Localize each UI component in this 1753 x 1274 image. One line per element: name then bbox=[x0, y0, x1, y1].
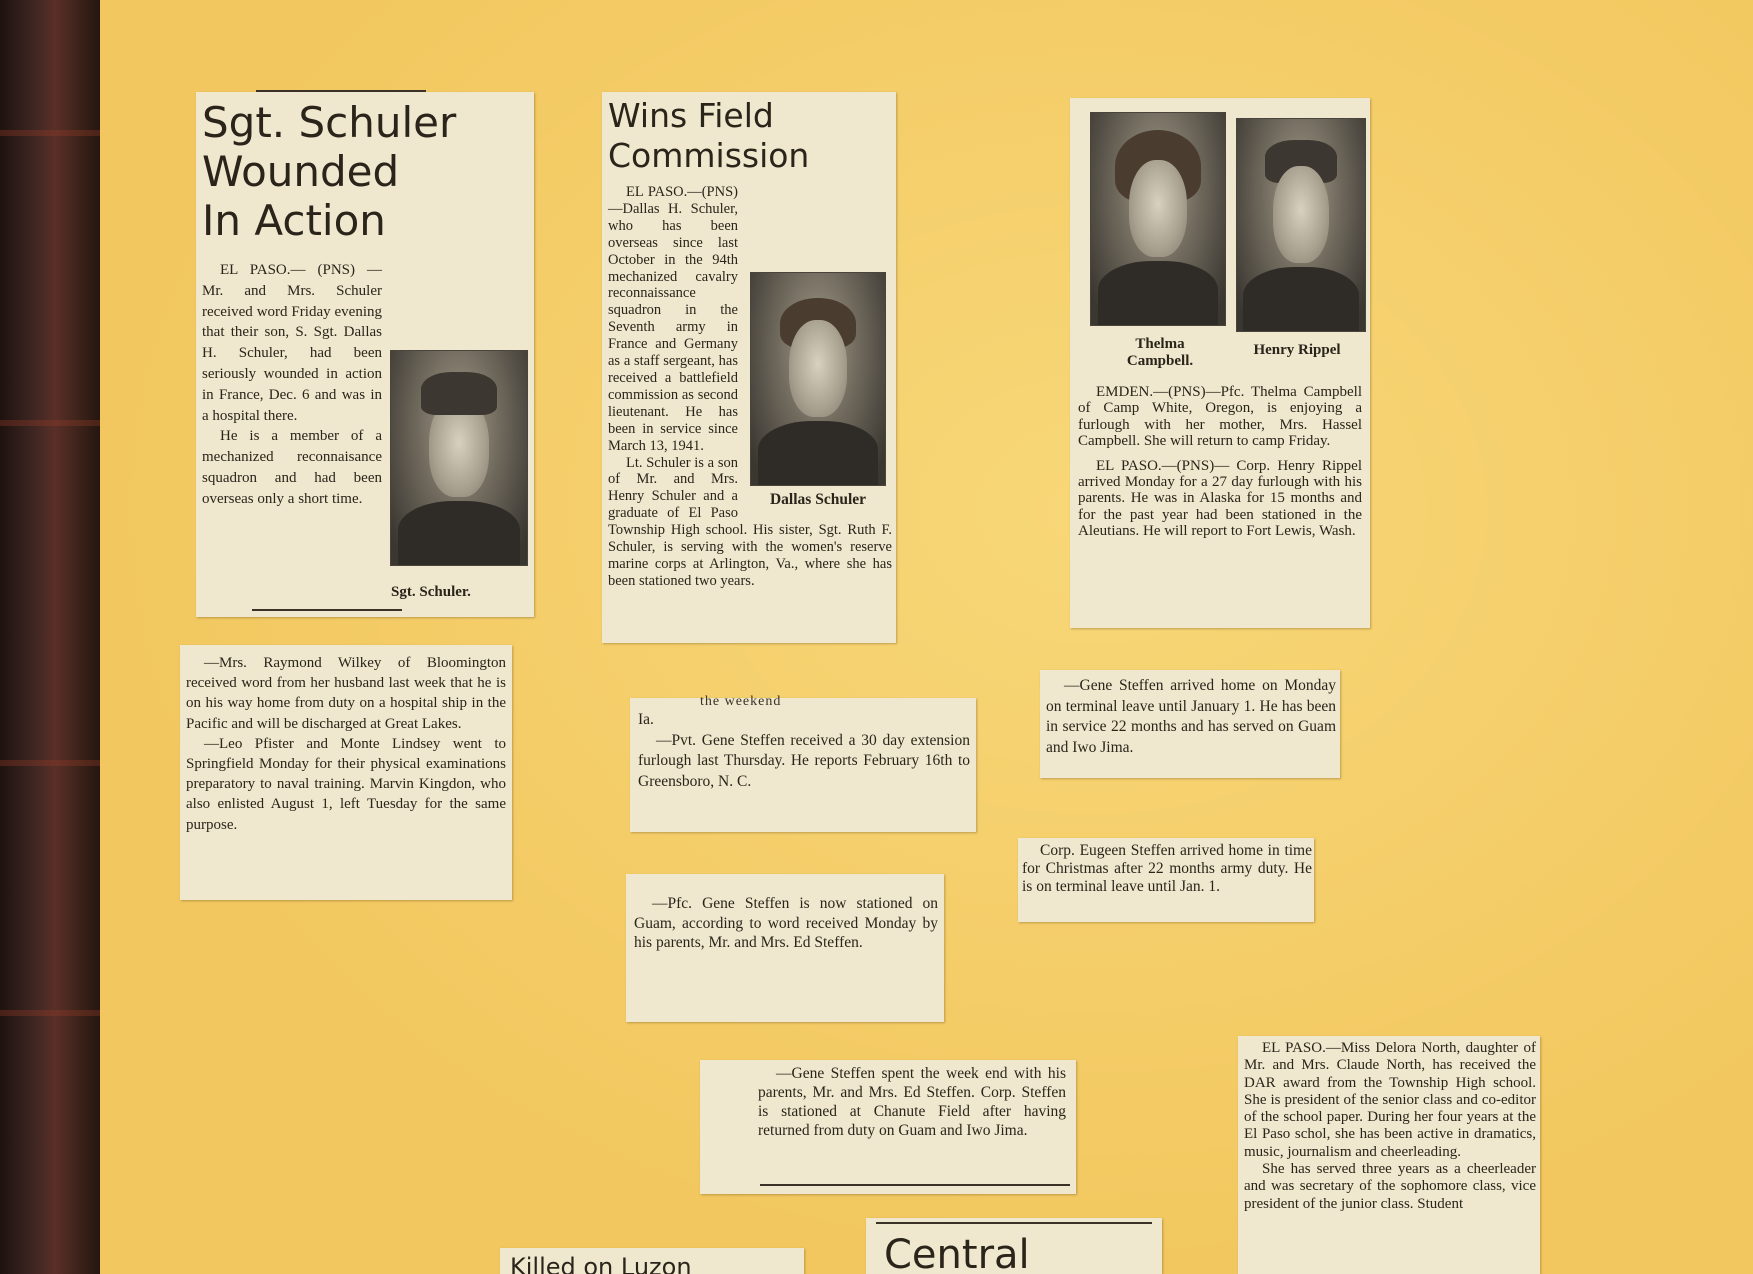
article-paragraph: —Pvt. Gene Steffen received a 30 day extension furlough last Thursday. He reports February 16th to Greensboro, N. C. bbox=[638, 731, 970, 790]
article-paragraph: EL PASO.—Miss Delora North, daughter of Mr. and Mrs. Claude North, has received the DAR award from the Township High school. She is president of the senior class and co-editor of the school paper. During her four years at the El Paso schol, she has been active in dramatics, music, journalism and cheerleading. bbox=[1244, 1040, 1536, 1160]
clipping-campbell-rippel bbox=[1070, 98, 1370, 628]
article-paragraph: EMDEN.—(PNS)—Pfc. Thelma Campbell of Camp White, Oregon, is enjoying a furlough with her mother, Mrs. Hassel Campbell. She will return to camp Friday. bbox=[1078, 384, 1362, 450]
clipping-wilkey-pfister bbox=[180, 645, 512, 900]
headline-line: Wounded bbox=[202, 147, 400, 196]
article-body bbox=[608, 184, 892, 590]
photo-thelma-campbell bbox=[1090, 112, 1226, 326]
article-body bbox=[634, 894, 938, 953]
photo-block bbox=[744, 272, 892, 518]
headline-line: Commission bbox=[608, 136, 810, 175]
article-paragraph: She has served three years as a cheerleader and was secretary of the sophomore class, vice president of the junior class. Student bbox=[1244, 1161, 1536, 1212]
clipping-delora-north-dar-award bbox=[1238, 1036, 1540, 1274]
portrait-cap bbox=[421, 372, 497, 415]
article-paragraph: —Gene Steffen arrived home on Monday on terminal leave until January 1. He has been in service 22 months and has served on Guam and Iwo Jima. bbox=[1046, 677, 1336, 756]
headline bbox=[608, 96, 809, 176]
article-paragraph: —Pfc. Gene Steffen is now stationed on Guam, according to word received Monday by his parents, Mr. and Mrs. Ed Steffen. bbox=[634, 895, 938, 951]
clip-rule bbox=[876, 1222, 1152, 1224]
portrait-uniform bbox=[758, 421, 879, 485]
article-paragraph: —Leo Pfister and Monte Lindsey went to Springfield Monday for their physical examinations preparatory to naval training. Marvin Kingdon, who also enlisted August 1, left Tuesday for the same purpose. bbox=[186, 735, 506, 833]
headline: Killed on Luzon bbox=[510, 1253, 692, 1274]
photo-caption: Sgt. Schuler. bbox=[391, 584, 471, 600]
article-body bbox=[202, 260, 528, 566]
article-paragraph: He is a member of a mechanized reconnaisance squadron and had been overseas only a short time. bbox=[202, 428, 382, 507]
article-paragraph: EL PASO.—(PNS)— Corp. Henry Rippel arrived Monday for a 27 day furlough with his parents. He was in Alaska for 15 months and for the past year had been stationed in the Aleutians. He will report to Fort Lewis, Wash. bbox=[1078, 457, 1362, 540]
scrapbook-page bbox=[100, 0, 1753, 1274]
headline bbox=[202, 98, 456, 245]
clipping-gene-steffen-chanute-field bbox=[700, 1060, 1076, 1194]
portrait-jacket bbox=[1243, 267, 1358, 331]
clipping-killed-on-luzon bbox=[500, 1248, 804, 1274]
photo-caption-right: Henry Rippel bbox=[1253, 342, 1341, 358]
article-lead: Ia. bbox=[638, 711, 654, 728]
article-paragraph: —Gene Steffen spent the week end with his parents, Mr. and Mrs. Ed Steffen. Corp. Steffen is stationed at Chanute Field after having returned from duty on Guam and Iwo Jima. bbox=[758, 1065, 1066, 1139]
photo-dallas-schuler bbox=[750, 272, 886, 486]
clipping-wins-field-commission bbox=[602, 92, 896, 643]
article-paragraph: —Mrs. Raymond Wilkey of Bloomington received word from her husband last week that he is on his way home from duty on a hospital ship in the Pacific and will be discharged at Great Lakes. bbox=[186, 655, 506, 732]
portrait-face bbox=[789, 320, 848, 418]
article-body bbox=[758, 1064, 1066, 1140]
clipping-pfc-gene-steffen-guam bbox=[626, 874, 944, 1022]
headline: Central bbox=[884, 1232, 1030, 1274]
clip-rule bbox=[256, 90, 426, 92]
clipping-central bbox=[866, 1218, 1162, 1274]
article-paragraph: Lt. Schuler is a son of Mr. and Mrs. Henry Schuler and a graduate of El Paso Township High school. His sister, Sgt. Ruth F. Schuler, is serving with the women's reserve marine corps at Arlington, Va., where she has been stationed two years. bbox=[608, 454, 892, 589]
torn-top-fragment: the weekend bbox=[700, 694, 782, 709]
headline-line: In Action bbox=[202, 196, 386, 245]
photo-caption: Dallas Schuler bbox=[769, 491, 867, 508]
article-body bbox=[1244, 1040, 1536, 1213]
photo-caption-left: Thelma Campbell. bbox=[1126, 336, 1194, 369]
portrait-face bbox=[1273, 166, 1329, 264]
article-body bbox=[1022, 842, 1312, 896]
album-binding-edge bbox=[0, 0, 100, 1274]
portrait-jacket bbox=[1098, 261, 1219, 325]
clipping-eugeen-steffen-christmas bbox=[1018, 838, 1314, 922]
headline-line: Sgt. Schuler bbox=[202, 98, 457, 147]
portrait-face bbox=[1129, 160, 1188, 258]
article-body bbox=[1078, 384, 1362, 540]
article-body bbox=[186, 653, 506, 835]
photo-henry-rippel bbox=[1236, 118, 1366, 332]
headline-line: Wins Field bbox=[608, 96, 774, 135]
article-paragraph: EL PASO.—(PNS)—Dallas H. Schuler, who has been overseas since last October in the 94th mechanized cavalry reconnaissance squadron in the Seventh army in France and Germany as a staff sergeant, has received a battlefield commission as second lieutenant. He has been in service since March 13, 1941. bbox=[608, 184, 738, 454]
clipping-pvt-gene-steffen-furlough bbox=[630, 694, 976, 832]
clip-rule bbox=[252, 609, 402, 611]
clip-rule bbox=[760, 1184, 1070, 1186]
clipping-gene-steffen-terminal-leave bbox=[1040, 670, 1340, 778]
photo-sgt-schuler bbox=[390, 350, 528, 566]
article-paragraph: EL PASO.— (PNS) — Mr. and Mrs. Schuler received word Friday evening that their son, S. Sgt. Dallas H. Schuler, had been seriously wounded in action in France, Dec. 6 and was in a hospital there. bbox=[202, 262, 382, 424]
clipping-sgt-schuler-wounded bbox=[196, 92, 534, 617]
article-body bbox=[1046, 676, 1336, 758]
portrait-uniform bbox=[398, 501, 520, 565]
article-paragraph: Corp. Eugeen Steffen arrived home in time for Christmas after 22 months army duty. He is on terminal leave until Jan. 1. bbox=[1022, 842, 1312, 895]
article-body bbox=[638, 710, 970, 792]
